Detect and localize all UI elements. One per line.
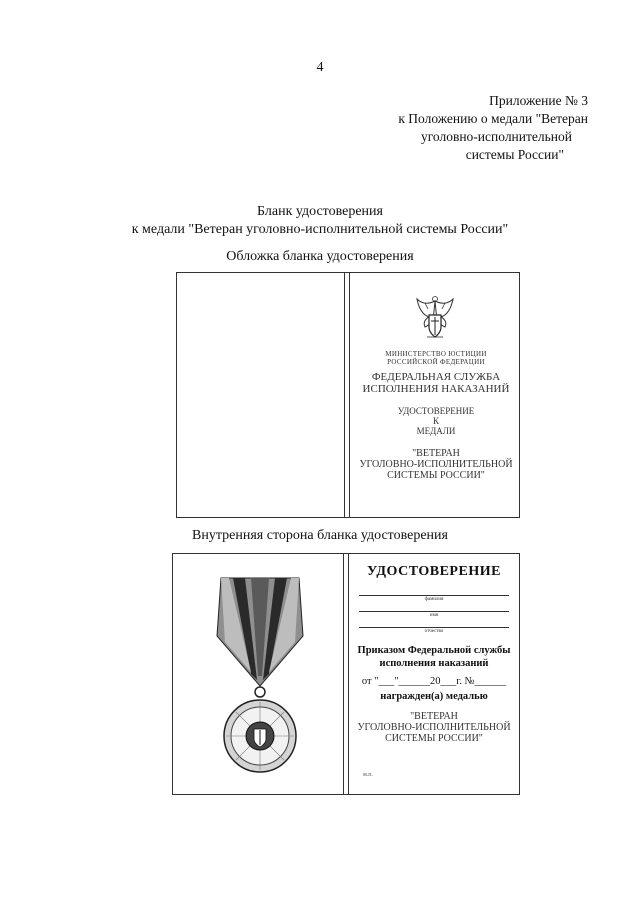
inner-medal-line-1: "ВЕТЕРАН (410, 711, 458, 722)
cover-fold-line (344, 273, 345, 517)
surname-label: фамилия (424, 597, 444, 602)
cover-certificate (353, 406, 519, 436)
cover-medal-line-1: "ВЕТЕРАН (412, 448, 460, 459)
cover-ministry (353, 350, 519, 366)
inner-certificate-title: УДОСТОВЕРЕНИЕ (367, 564, 501, 579)
cover-section-title: Обложка бланка удостоверения (226, 249, 414, 264)
page-number: 4 (316, 60, 324, 75)
heading-line-1: Бланк удостоверения (257, 204, 383, 219)
name-line (359, 611, 509, 612)
inner-section-title: Внутренняя сторона бланка удостоверения (192, 528, 448, 543)
order-line-2: исполнения наказаний (379, 658, 489, 669)
inner-card (172, 553, 520, 795)
order-line-1: Приказом Федеральной службы (357, 645, 511, 656)
heading-line-2: к медали "Ветеран уголовно-исполнительной системы России" (131, 222, 509, 237)
patronymic-label: отчество (424, 629, 444, 634)
document-heading (0, 203, 640, 239)
appendix-line-2: к Положению о медали "Ветеран (398, 111, 588, 126)
cover-cert-line-2: К (432, 416, 439, 426)
cover-medal-name (353, 448, 519, 481)
order-date-line: от "___"______20___г. №______ (361, 676, 507, 687)
cover-cert-line-3: МЕДАЛИ (416, 426, 456, 436)
cover-card (176, 272, 520, 518)
order-text (349, 644, 519, 670)
inner-medal-line-3: СИСТЕМЫ РОССИИ" (385, 733, 483, 744)
cover-ministry-line-1: МИНИСТЕРСТВО ЮСТИЦИИ (385, 350, 487, 358)
appendix-block (358, 92, 588, 164)
cover-service (353, 371, 519, 395)
surname-line (359, 595, 509, 596)
cover-service-line-2: ИСПОЛНЕНИЯ НАКАЗАНИЙ (362, 383, 510, 395)
inner-medal-line-2: УГОЛОВНО-ИСПОЛНИТЕЛЬНОЙ (357, 722, 511, 733)
cover-cert-line-1: УДОСТОВЕРЕНИЕ (397, 406, 475, 416)
appendix-line-4: системы России" (465, 147, 564, 162)
fsin-emblem-icon (413, 295, 457, 341)
appendix-line-3: уголовно-исполнительной (420, 129, 572, 144)
cover-service-line-1: ФЕДЕРАЛЬНАЯ СЛУЖБА (371, 371, 501, 383)
awarded-text: награжден(а) медалью (380, 691, 488, 702)
medal-picture-icon (215, 576, 305, 782)
cover-ministry-line-2: РОССИЙСКОЙ ФЕДЕРАЦИИ (387, 358, 485, 366)
cover-medal-line-2: УГОЛОВНО-ИСПОЛНИТЕЛЬНОЙ (359, 459, 513, 470)
stamp-place-mark: м.п. (363, 772, 374, 778)
inner-fold-line (343, 554, 344, 794)
patronymic-line (359, 627, 509, 628)
name-label: имя (429, 613, 439, 618)
appendix-line-1: Приложение № 3 (489, 93, 588, 108)
inner-fold-line-2 (348, 554, 349, 794)
cover-fold-line-2 (349, 273, 350, 517)
inner-medal-name (349, 711, 519, 744)
cover-medal-line-3: СИСТЕМЫ РОССИИ" (387, 470, 485, 481)
